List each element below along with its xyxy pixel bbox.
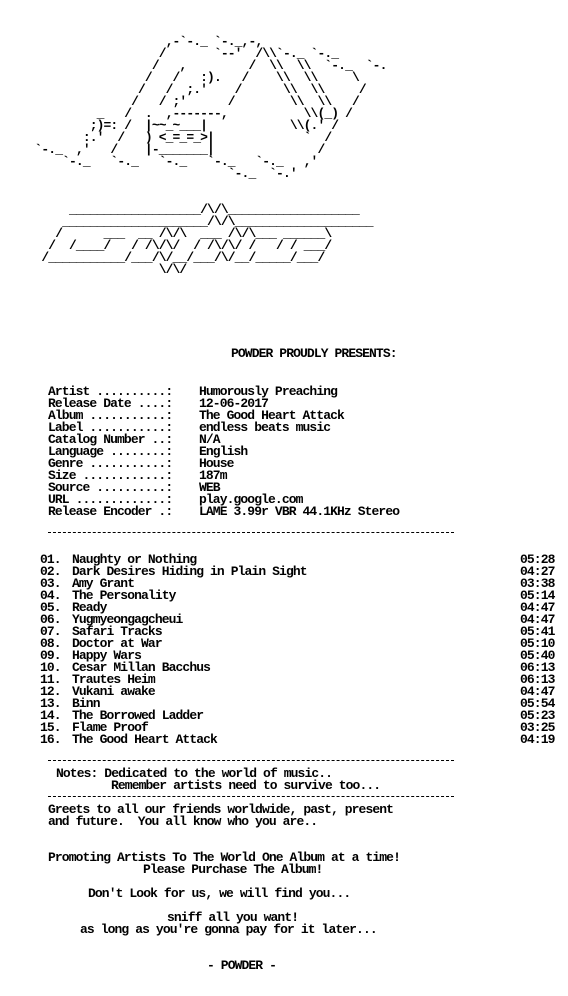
info-row (0, 384, 568, 399)
track-row (0, 612, 568, 627)
track-duration: 04:19 (520, 732, 555, 747)
track-row (0, 684, 568, 699)
track-duration: 03:25 (520, 720, 555, 735)
info-row (0, 456, 568, 471)
track-duration: 06:13 (520, 672, 555, 687)
track-duration: 04:47 (520, 600, 555, 615)
track-number: 06. (40, 612, 61, 627)
info-label: Genre ...........: (48, 456, 173, 471)
track-number: 01. (40, 552, 61, 567)
presents-heading: POWDER PROUDLY PRESENTS: (231, 346, 397, 361)
info-row (0, 468, 568, 483)
track-title: Naughty or Nothing (72, 552, 197, 567)
track-title: Safari Tracks (72, 624, 162, 639)
info-label: Size ............: (48, 468, 173, 483)
track-row (0, 708, 568, 723)
track-row (0, 648, 568, 663)
track-duration: 04:27 (520, 564, 555, 579)
track-duration: 05:23 (520, 708, 555, 723)
track-row (0, 552, 568, 567)
divider (48, 760, 454, 761)
promo-line-2: Please Purchase The Album! (143, 862, 323, 877)
info-row (0, 432, 568, 447)
track-title: The Good Heart Attack (72, 732, 217, 747)
info-label: Language ........: (48, 444, 173, 459)
track-duration: 04:47 (520, 612, 555, 627)
track-number: 11. (40, 672, 61, 687)
track-duration: 05:54 (520, 696, 555, 711)
track-title: Dark Desires Hiding in Plain Sight (72, 564, 307, 579)
info-label: Artist ..........: (48, 384, 173, 399)
track-number: 08. (40, 636, 61, 651)
track-title: Amy Grant (72, 576, 135, 591)
track-row (0, 732, 568, 747)
info-label: Release Encoder .: (48, 504, 173, 519)
track-number: 02. (40, 564, 61, 579)
track-title: Cesar Millan Bacchus (72, 660, 211, 675)
notes-line-2: Remember artists need to survive too... (111, 778, 381, 793)
info-value: WEB (199, 480, 220, 495)
greets-line-1: Greets to all our friends worldwide, past, present (48, 802, 394, 817)
track-number: 14. (40, 708, 61, 723)
info-value: 187m (199, 468, 227, 483)
track-duration: 05:28 (520, 552, 555, 567)
track-number: 10. (40, 660, 61, 675)
track-duration: 05:40 (520, 648, 555, 663)
info-row (0, 480, 568, 495)
dont-look-line: Don't Look for us, we will find you... (88, 886, 351, 901)
divider (48, 796, 454, 797)
track-number: 07. (40, 624, 61, 639)
track-title: Doctor at War (72, 636, 162, 651)
track-title: Yugmyeongagcheui (72, 612, 183, 627)
track-number: 12. (40, 684, 61, 699)
track-number: 05. (40, 600, 61, 615)
divider (48, 532, 454, 533)
track-row (0, 588, 568, 603)
info-label: Catalog Number ..: (48, 432, 173, 447)
track-duration: 05:41 (520, 624, 555, 639)
info-value: English (199, 444, 248, 459)
sniff-line-1: sniff all you want! (167, 910, 299, 925)
track-number: 03. (40, 576, 61, 591)
info-value: N/A (199, 432, 220, 447)
track-duration: 03:38 (520, 576, 555, 591)
info-label: Source ..........: (48, 480, 173, 495)
track-number: 09. (40, 648, 61, 663)
track-title: Binn (72, 696, 100, 711)
promo-line-1: Promoting Artists To The World One Album at a time! (48, 850, 400, 865)
track-row (0, 636, 568, 651)
info-row (0, 492, 568, 507)
info-value: House (199, 456, 234, 471)
info-value: endless beats music (199, 420, 331, 435)
track-duration: 05:10 (520, 636, 555, 651)
footer-signature: - POWDER - (207, 958, 277, 973)
info-label: URL .............: (48, 492, 173, 507)
sniff-line-2: as long as you're gonna pay for it later... (80, 922, 377, 937)
track-row (0, 696, 568, 711)
track-duration: 06:13 (520, 660, 555, 675)
track-number: 13. (40, 696, 61, 711)
track-row (0, 576, 568, 591)
track-title: Happy Wars (72, 648, 142, 663)
info-value: 12-06-2017 (199, 396, 269, 411)
track-row (0, 660, 568, 675)
info-value: LAME 3.99r VBR 44.1KHz Stereo (199, 504, 400, 519)
info-row (0, 420, 568, 435)
info-row (0, 396, 568, 411)
info-label: Label ...........: (48, 420, 173, 435)
info-label: Album ...........: (48, 408, 173, 423)
info-row (0, 504, 568, 519)
track-title: Trautes Heim (72, 672, 155, 687)
track-number: 15. (40, 720, 61, 735)
track-row (0, 564, 568, 579)
greets-line-2: and future. You all know who you are.. (48, 814, 318, 829)
ascii-art-logo: ,-`-._ `-._,-, / `--' /\\`-._ `-._ / , / \\ \\ `-._ `-. / / :). / \\ \\ \ / / ;.' / \\ \\ / / / ;' / \\ \\ / _ / . ,-------, \\(_) / ;)=: / |~~_~___| \\(.' / :.' / ) <_=_=_>| ` / `-._ ,' / |-_______| / `-._ `-._ `-._ `-._ `-._ ,' `-._ `-.' ___________________/\/\___________________ _____________________/\/\____________________ / ___ __ /\/\ ___ /\/\___ ______\ / /____/ / /\/\/ / /\/\/ / / / ___/ /___________/___/\/__/___/\/__/_____/___/ \/\/ (34, 34, 387, 277)
track-duration: 05:14 (520, 588, 555, 603)
track-row (0, 600, 568, 615)
track-row (0, 672, 568, 687)
track-row (0, 720, 568, 735)
info-value: Humorously Preaching (199, 384, 338, 399)
track-title: Vukani awake (72, 684, 155, 699)
track-number: 16. (40, 732, 61, 747)
track-title: The Personality (72, 588, 176, 603)
info-row (0, 444, 568, 459)
track-row (0, 624, 568, 639)
track-title: Ready (72, 600, 107, 615)
track-title: Flame Proof (72, 720, 148, 735)
track-duration: 04:47 (520, 684, 555, 699)
info-label: Release Date ....: (48, 396, 173, 411)
track-number: 04. (40, 588, 61, 603)
info-row (0, 408, 568, 423)
notes-line-1: Notes: Dedicated to the world of music.. (56, 766, 333, 781)
info-value: play.google.com (199, 492, 303, 507)
track-title: The Borrowed Ladder (72, 708, 204, 723)
info-value: The Good Heart Attack (199, 408, 344, 423)
